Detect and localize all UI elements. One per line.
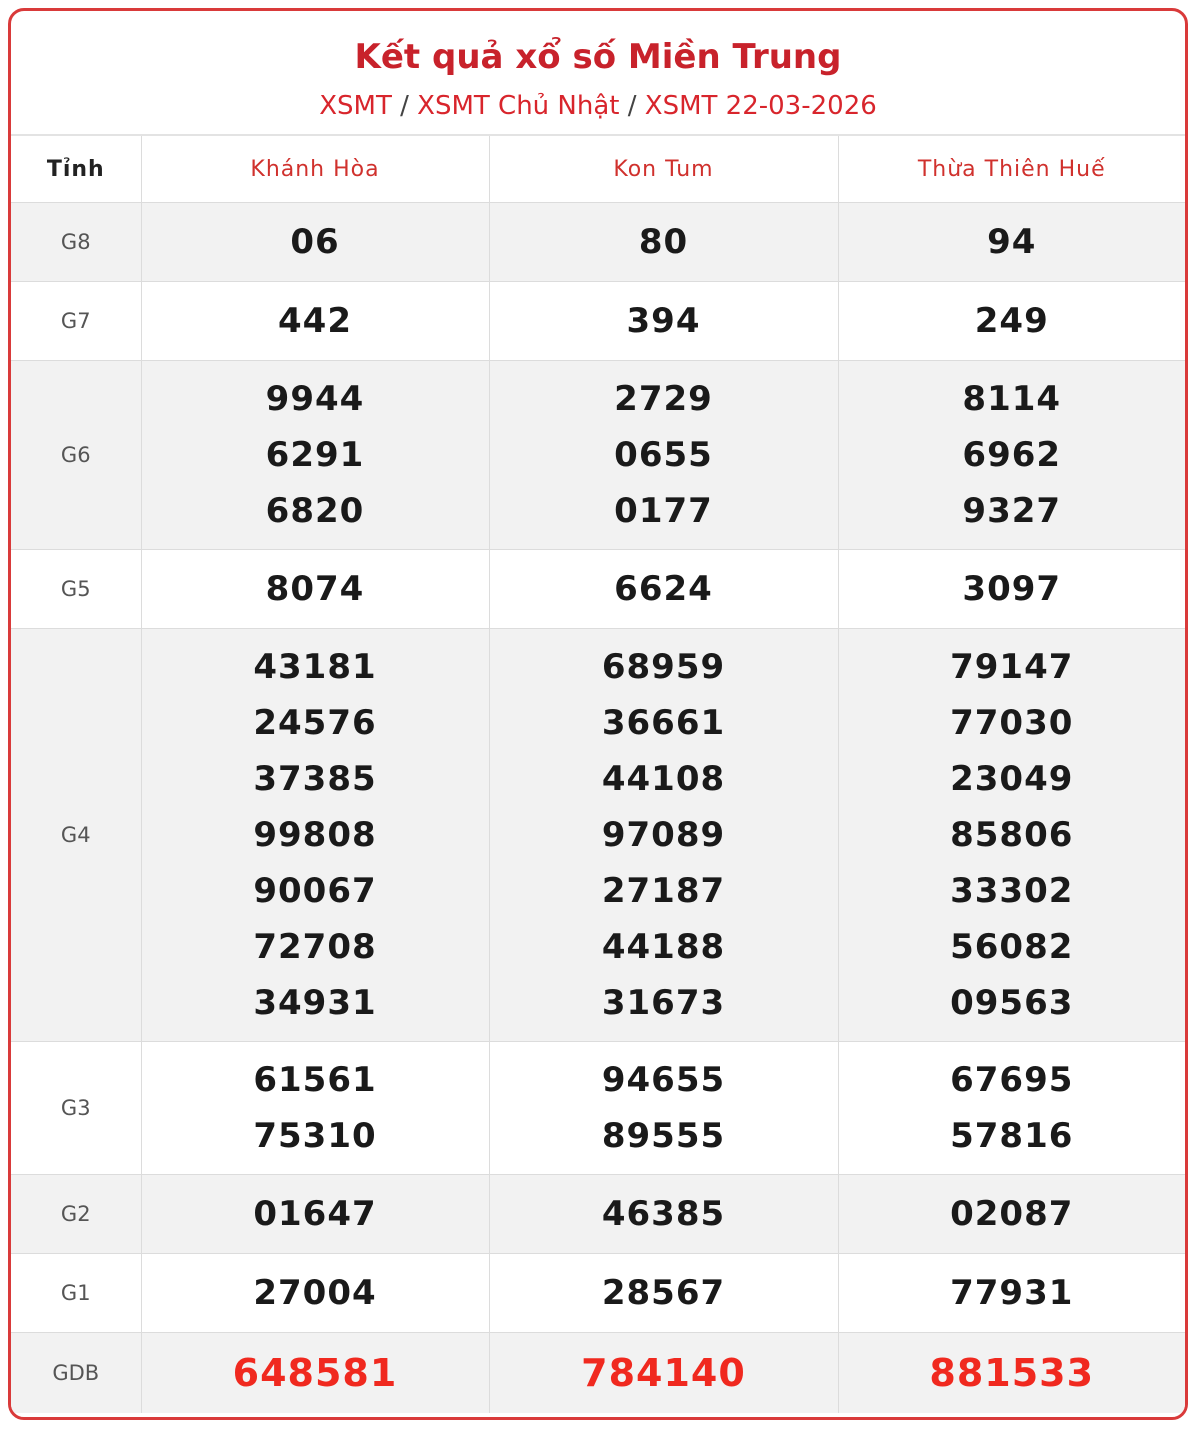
result-cell bbox=[141, 629, 489, 1042]
result-number: 43181 bbox=[253, 647, 377, 687]
table-row bbox=[11, 282, 1185, 361]
column-header-province-label: Tỉnh bbox=[11, 136, 141, 203]
result-number: 90067 bbox=[253, 871, 377, 911]
result-cell bbox=[838, 629, 1185, 1042]
result-cell bbox=[489, 203, 838, 282]
table-row bbox=[11, 1042, 1185, 1175]
breadcrumb-link-xsmt[interactable]: XSMT bbox=[319, 91, 392, 121]
result-cell bbox=[141, 1175, 489, 1254]
prize-label: G4 bbox=[11, 629, 141, 1042]
table-row bbox=[11, 361, 1185, 550]
result-number: 394 bbox=[626, 301, 701, 341]
result-cell bbox=[838, 361, 1185, 550]
result-cell bbox=[141, 550, 489, 629]
breadcrumb-link-xsmt-chu-nhat[interactable]: XSMT Chủ Nhật bbox=[417, 91, 620, 121]
results-card bbox=[8, 8, 1188, 1420]
result-number: 44108 bbox=[601, 759, 726, 799]
result-number: 0177 bbox=[614, 491, 713, 531]
result-number: 37385 bbox=[253, 759, 377, 799]
result-number: 0655 bbox=[614, 435, 713, 475]
table-row bbox=[11, 203, 1185, 282]
result-cell bbox=[141, 361, 489, 550]
result-number: 6820 bbox=[265, 491, 365, 531]
result-number: 77931 bbox=[950, 1273, 1074, 1313]
result-number: 94655 bbox=[601, 1060, 726, 1100]
result-number: 85806 bbox=[950, 815, 1074, 855]
result-cell bbox=[838, 1175, 1185, 1254]
result-cell bbox=[489, 282, 838, 361]
prize-label: GDB bbox=[11, 1333, 141, 1414]
result-cell bbox=[141, 1254, 489, 1333]
result-cell bbox=[141, 1042, 489, 1175]
result-number: 8114 bbox=[962, 379, 1062, 419]
prize-label: G1 bbox=[11, 1254, 141, 1333]
result-cell bbox=[141, 1333, 489, 1414]
column-header-province[interactable]: Khánh Hòa bbox=[141, 136, 489, 203]
prize-label: G2 bbox=[11, 1175, 141, 1254]
result-number: 09563 bbox=[950, 983, 1074, 1023]
result-cell bbox=[838, 1042, 1185, 1175]
result-number: 24576 bbox=[253, 703, 377, 743]
result-number: 27187 bbox=[601, 871, 726, 911]
result-number: 9327 bbox=[962, 491, 1062, 531]
result-number: 28567 bbox=[601, 1273, 726, 1313]
result-number: 02087 bbox=[950, 1194, 1074, 1234]
results-body bbox=[11, 203, 1185, 1414]
result-cell bbox=[838, 550, 1185, 629]
result-number: 442 bbox=[278, 301, 352, 341]
result-cell bbox=[489, 1175, 838, 1254]
result-number: 33302 bbox=[950, 871, 1074, 911]
results-header bbox=[11, 11, 1185, 136]
result-number: 6291 bbox=[265, 435, 365, 475]
result-number: 2729 bbox=[614, 379, 713, 419]
result-cell bbox=[838, 1254, 1185, 1333]
special-prize-number: 784140 bbox=[581, 1351, 746, 1395]
result-cell bbox=[141, 203, 489, 282]
result-number: 99808 bbox=[253, 815, 377, 855]
result-cell bbox=[489, 550, 838, 629]
table-row bbox=[11, 1254, 1185, 1333]
table-row bbox=[11, 1175, 1185, 1254]
result-number: 80 bbox=[638, 222, 689, 262]
table-header-row bbox=[11, 136, 1185, 203]
result-cell bbox=[489, 1254, 838, 1333]
result-number: 23049 bbox=[950, 759, 1074, 799]
result-number: 44188 bbox=[601, 927, 726, 967]
column-header-province[interactable]: Thừa Thiên Huế bbox=[838, 136, 1185, 203]
result-number: 68959 bbox=[601, 647, 726, 687]
results-table bbox=[11, 136, 1185, 1413]
result-number: 46385 bbox=[601, 1194, 726, 1234]
result-cell bbox=[489, 1333, 838, 1414]
result-number: 27004 bbox=[253, 1273, 377, 1313]
breadcrumb bbox=[11, 91, 1185, 121]
breadcrumb-link-xsmt-date[interactable]: XSMT 22-03-2026 bbox=[644, 91, 877, 121]
result-number: 57816 bbox=[950, 1116, 1074, 1156]
prize-label: G3 bbox=[11, 1042, 141, 1175]
result-number: 6962 bbox=[962, 435, 1062, 475]
result-number: 79147 bbox=[950, 647, 1074, 687]
prize-label: G5 bbox=[11, 550, 141, 629]
result-cell bbox=[838, 1333, 1185, 1414]
prize-label: G8 bbox=[11, 203, 141, 282]
page-title: Kết quả xổ số Miền Trung bbox=[354, 37, 842, 77]
column-header-province[interactable]: Kon Tum bbox=[489, 136, 838, 203]
result-number: 61561 bbox=[253, 1060, 377, 1100]
table-row bbox=[11, 550, 1185, 629]
result-number: 97089 bbox=[601, 815, 726, 855]
special-prize-number: 648581 bbox=[232, 1351, 398, 1395]
result-number: 77030 bbox=[950, 703, 1074, 743]
result-number: 67695 bbox=[950, 1060, 1074, 1100]
result-number: 9944 bbox=[265, 379, 365, 419]
result-cell bbox=[838, 203, 1185, 282]
result-number: 34931 bbox=[253, 983, 377, 1023]
prize-label: G6 bbox=[11, 361, 141, 550]
result-number: 72708 bbox=[253, 927, 377, 967]
result-number: 249 bbox=[974, 301, 1049, 341]
result-number: 36661 bbox=[601, 703, 726, 743]
result-number: 56082 bbox=[950, 927, 1074, 967]
result-number: 8074 bbox=[265, 569, 365, 609]
result-number: 75310 bbox=[253, 1116, 377, 1156]
breadcrumb-separator: / bbox=[627, 91, 637, 121]
prize-label: G7 bbox=[11, 282, 141, 361]
result-number: 94 bbox=[987, 222, 1037, 262]
result-number: 3097 bbox=[962, 569, 1062, 609]
result-cell bbox=[141, 282, 489, 361]
result-number: 06 bbox=[290, 222, 340, 262]
result-cell bbox=[489, 361, 838, 550]
breadcrumb-separator: / bbox=[400, 91, 409, 121]
result-number: 31673 bbox=[601, 983, 726, 1023]
result-cell bbox=[489, 629, 838, 1042]
table-row bbox=[11, 1333, 1185, 1414]
table-row bbox=[11, 629, 1185, 1042]
result-number: 01647 bbox=[253, 1194, 377, 1234]
result-cell bbox=[838, 282, 1185, 361]
result-cell bbox=[489, 1042, 838, 1175]
result-number: 89555 bbox=[601, 1116, 726, 1156]
result-number: 6624 bbox=[614, 569, 713, 609]
special-prize-number: 881533 bbox=[929, 1351, 1095, 1395]
